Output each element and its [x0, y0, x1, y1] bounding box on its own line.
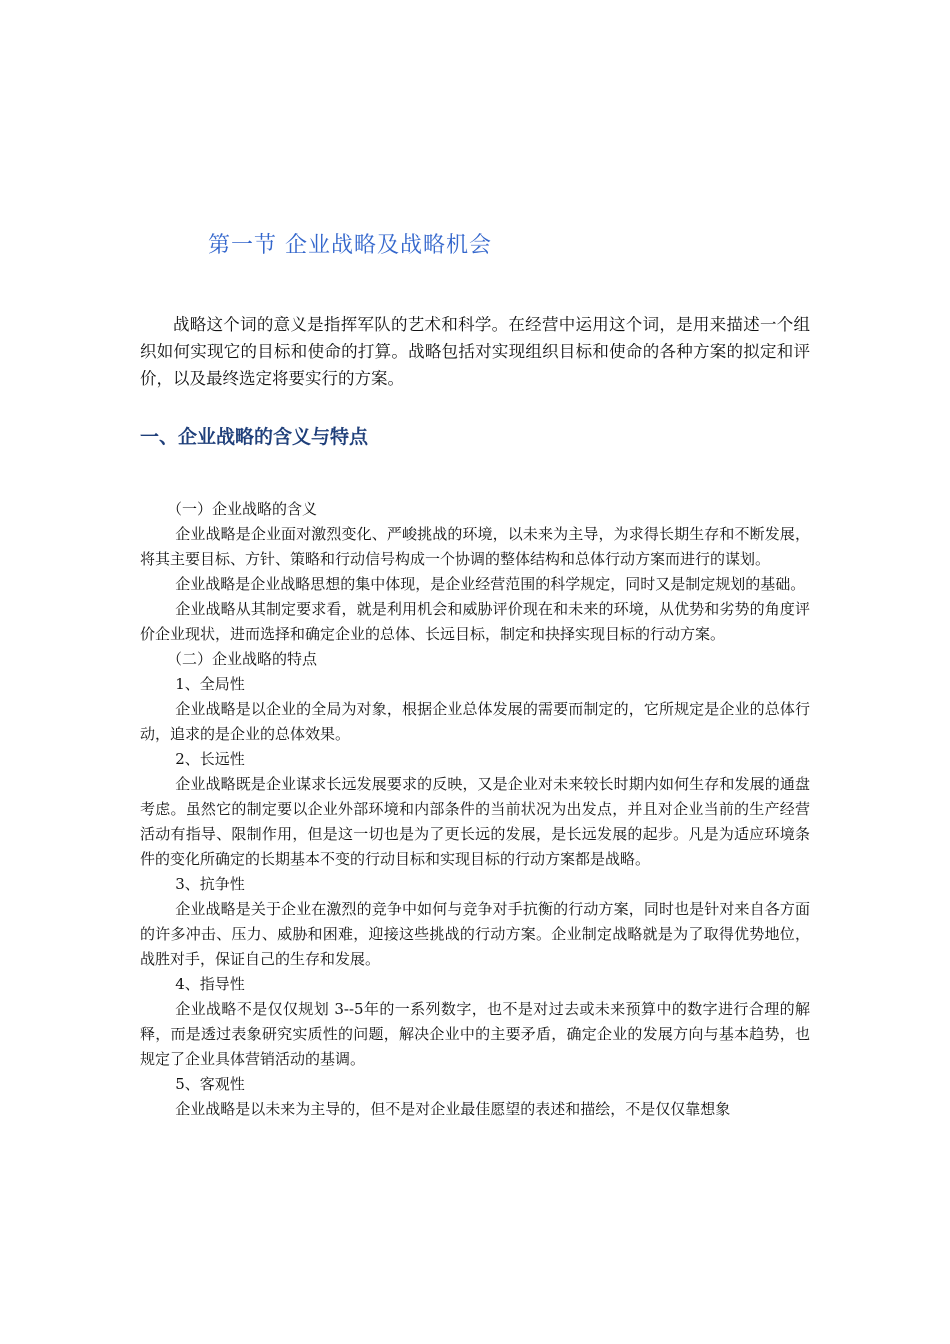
feature-label: 5、客观性 — [175, 1075, 245, 1093]
body-text — [140, 497, 810, 1122]
paragraph: 企业战略是企业面对激烈变化、严峻挑战的环境，以未来为主导，为求得长期生存和不断发展，将其主要目标、方针、策略和行动信号构成一个协调的整体结构和总体行动方案而进行的谋划。 — [140, 525, 810, 568]
subheading-strategy-features: （二）企业战略的特点 — [167, 650, 318, 668]
feature-label: 1、全局性 — [175, 675, 245, 693]
feature-text: 企业战略是以企业的全局为对象，根据企业总体发展的需要而制定的，它所规定是企业的总体行动，追求的是企业的总体效果。 — [140, 700, 810, 743]
feature-text: 企业战略不是仅仅规划 3--5年的一系列数字，也不是对过去或未来预算中的数字进行合理的解释，而是透过表象研究实质性的问题，解决企业中的主要矛盾，确定企业的发展方向与基本趋势，也规定了企业具体营销活动的基调。 — [140, 1000, 810, 1068]
feature-text: 企业战略是关于企业在激烈的竞争中如何与竞争对手抗衡的行动方案，同时也是针对来自各方面的许多冲击、压力、威胁和困难，迎接这些挑战的行动方案。企业制定战略就是为了取得优势地位，战胜对手，保证自己的生存和发展。 — [140, 900, 810, 968]
paragraph: 企业战略是企业战略思想的集中体现，是企业经营范围的科学规定，同时又是制定规划的基础。 — [175, 575, 806, 593]
feature-text: 企业战略既是企业谋求长远发展要求的反映，又是企业对未来较长时期内如何生存和发展的通盘考虑。虽然它的制定要以企业外部环境和内部条件的当前状况为出发点，并且对企业当前的生产经营活动有指导、限制作用，但是这一切也是为了更长远的发展，是长远发展的起步。凡是为适应环境条件的变化所确定的长期基本不变的行动目标和实现目标的行动方案都是战略。 — [140, 775, 810, 868]
heading-strategy-meaning-features: 一、企业战略的含义与特点 — [140, 426, 369, 448]
feature-text: 企业战略是以未来为主导的，但不是对企业最佳愿望的表述和描绘，不是仅仅靠想象 — [175, 1100, 731, 1118]
section-title: 第一节 企业战略及战略机会 — [208, 233, 492, 258]
intro-paragraph: 战略这个词的意义是指挥军队的艺术和科学。在经营中运用这个词，是用来描述一个组织如何实现它的目标和使命的打算。战略包括对实现组织目标和使命的各种方案的拟定和评价，以及最终选定将要实行的方案。 — [140, 315, 810, 388]
feature-label: 3、抗争性 — [175, 875, 245, 893]
feature-label: 4、指导性 — [175, 975, 245, 993]
subheading-strategy-meaning: （一）企业战略的含义 — [167, 500, 318, 518]
feature-label: 2、长远性 — [175, 750, 245, 768]
paragraph: 企业战略从其制定要求看，就是利用机会和威胁评价现在和未来的环境，从优势和劣势的角度评价企业现状，进而选择和确定企业的总体、长远目标，制定和抉择实现目标的行动方案。 — [140, 600, 810, 643]
